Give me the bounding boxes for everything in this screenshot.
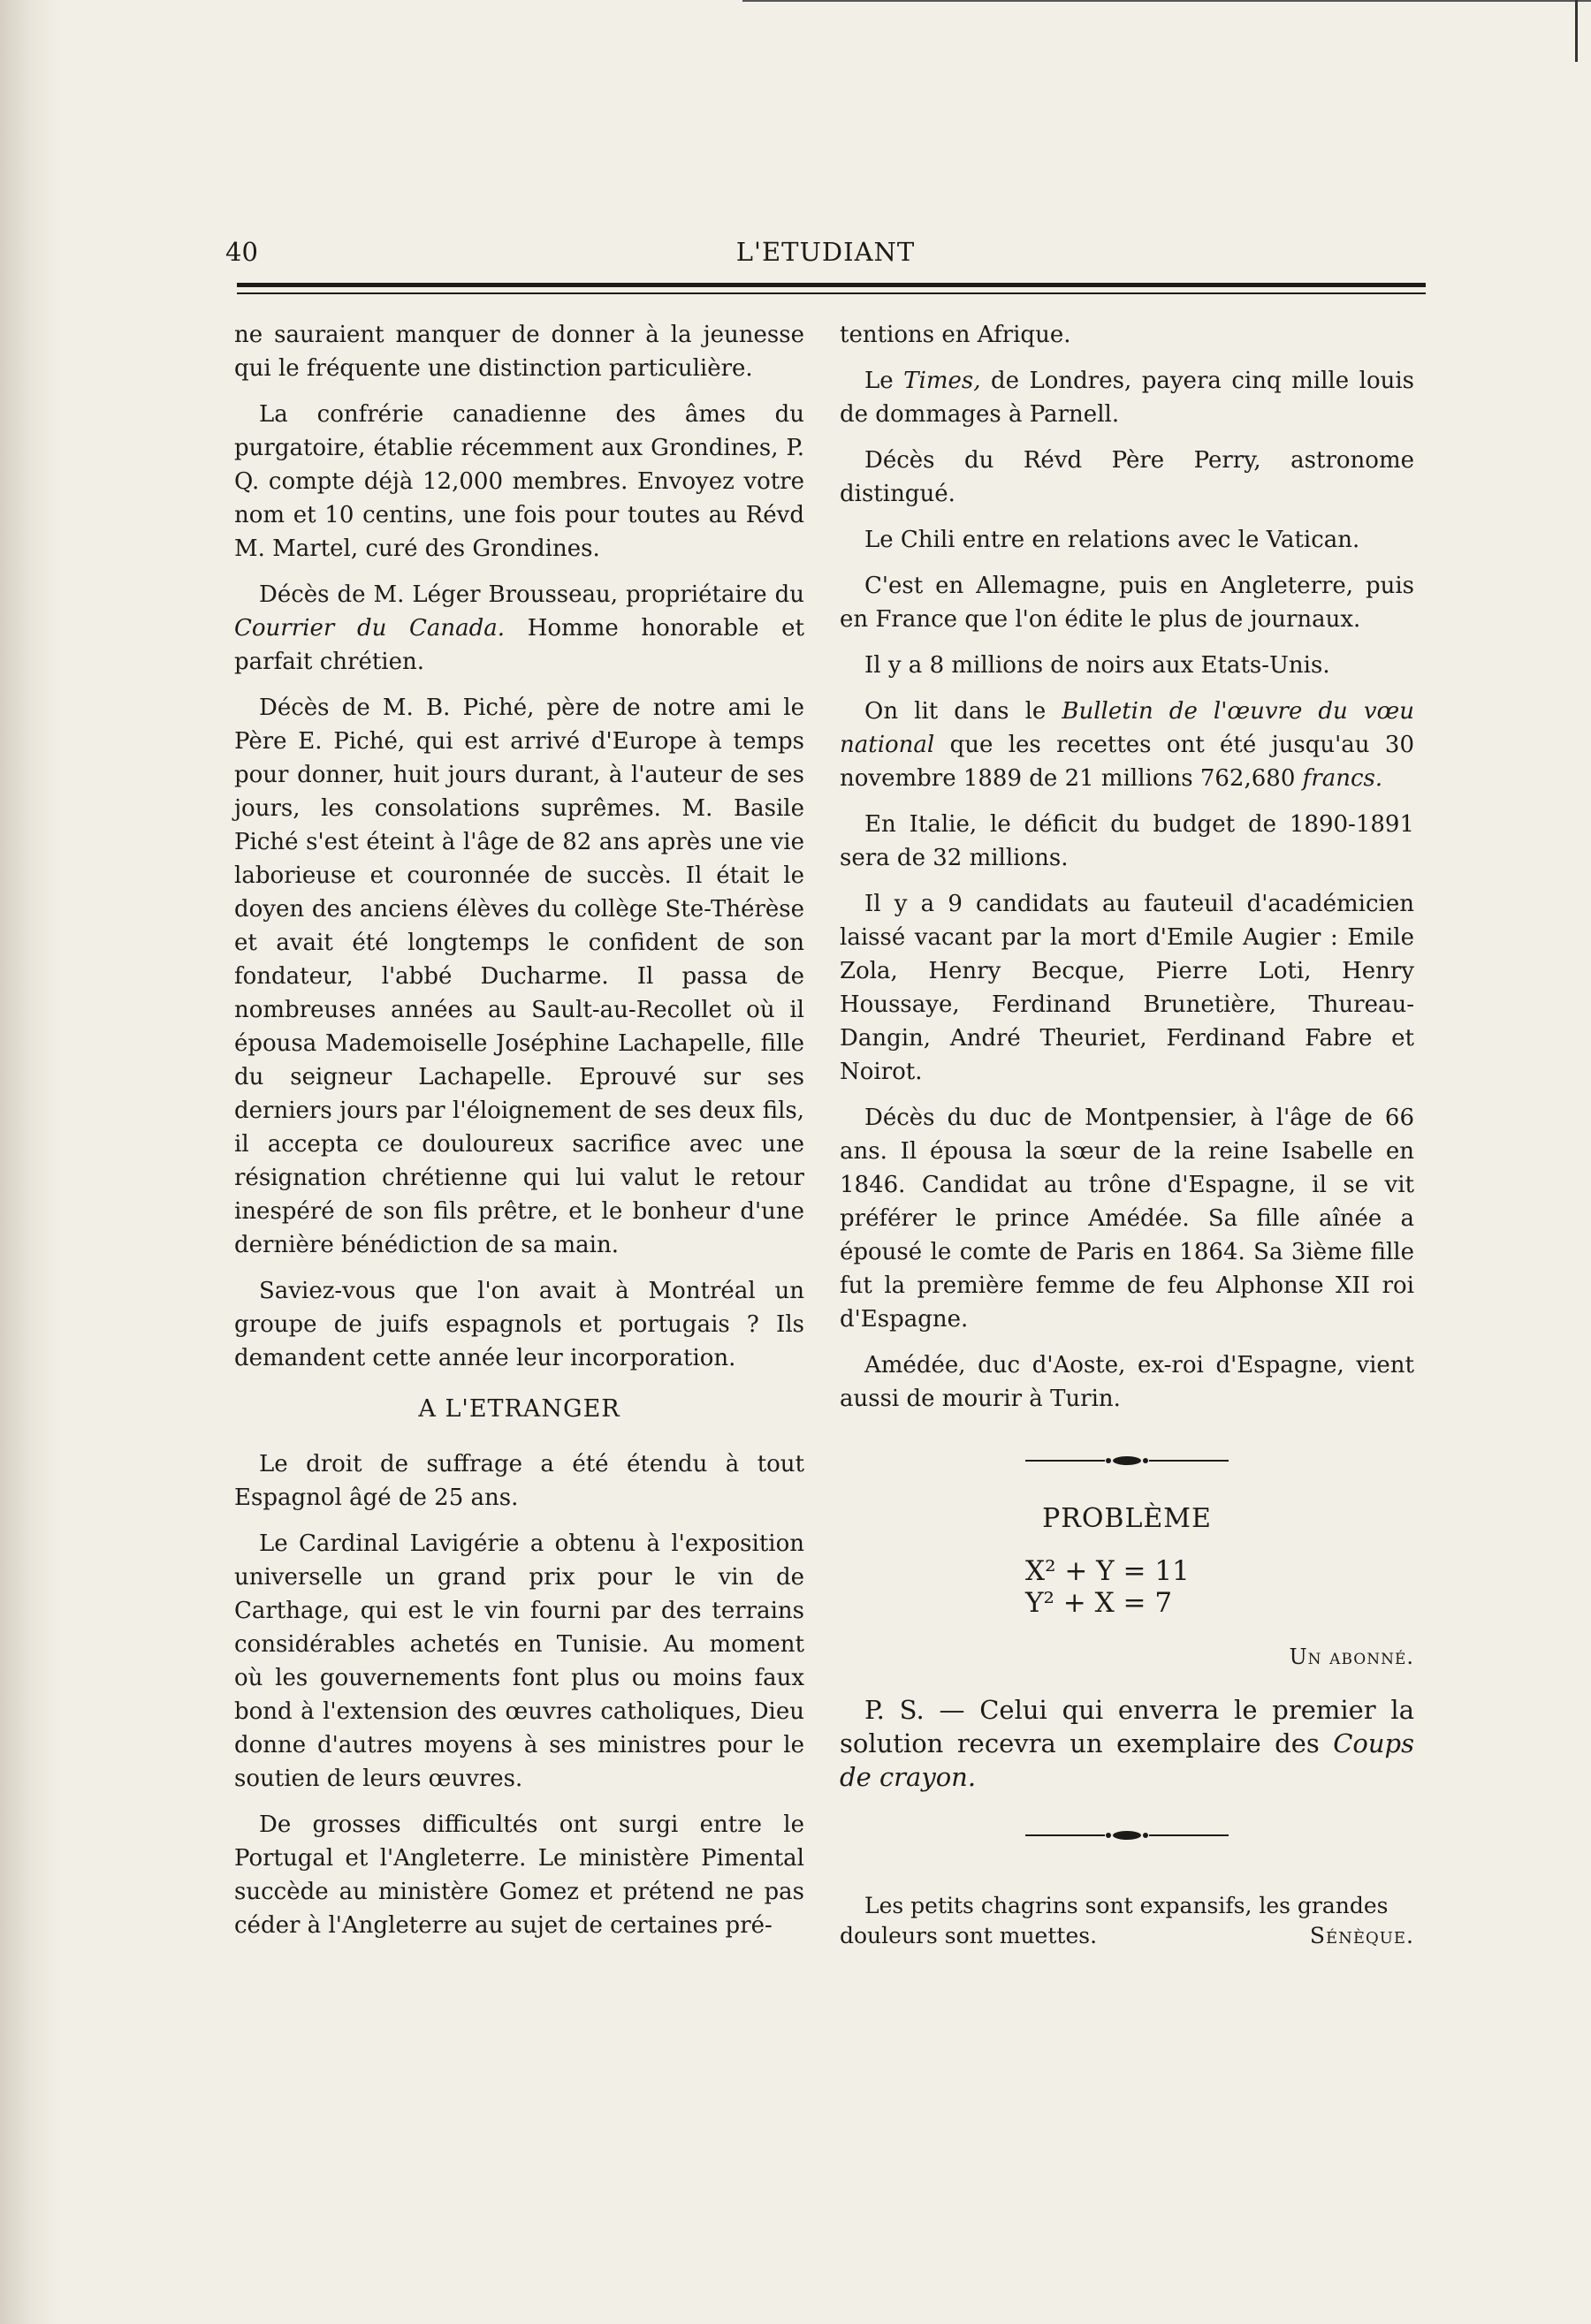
- ornament-divider-icon: [1025, 1454, 1229, 1467]
- equation-2: Y² + X = 7: [1025, 1587, 1173, 1619]
- paragraph: De grosses difficultés ont surgi entre le Portugal et l'Angleterre. Le ministère Pimental succède au ministère Gomez et prétend ne pas céder à l'Angleterre au sujet de certaines pré-: [234, 1811, 804, 1939]
- paragraph: Décès de M. B. Piché, père de notre ami le Père E. Piché, qui est arrivé d'Europe à temps pour donner, huit jours durant, à l'auteur de ses jours, les consolations suprêmes. M. Basile Piché s'est éteint à l'âge de 82 ans après une vie laborieuse et couronnée de succès. Il était le doyen des anciens élèves du collège Ste-Thérèse et avait été longtemps le confident de son fondateur, l'abbé Ducharme. Il passa de nombreuses années au Sault-au-Recollet où il épousa Mademoiselle Joséphine Lachapelle, fille du seigneur Lachapelle. Eprouvé sur ses derniers jours par l'éloignement de ses deux fils, il accepta ce douloureux sacrifice avec une résignation chrétienne qui lui valut le retour inespéré de son fils prêtre, et le bonheur d'une dernière bénédiction de sa main.: [234, 695, 804, 1258]
- paragraph: Le Chili entre en relations avec le Vatican.: [864, 527, 1360, 553]
- right-column: [840, 318, 1414, 1963]
- page-top-edge: [742, 0, 1591, 2]
- paragraph: C'est en Allemagne, puis en Angleterre, puis en France que l'on édite le plus de journaux.: [840, 573, 1414, 633]
- journal-title: L'ETUDIANT: [735, 237, 916, 267]
- text-run: que les recettes ont été jusqu'au 30 novembre 1889 de 21 millions 762,680: [840, 732, 1414, 792]
- publication-name: Bulletin de l'œuvre du vœu national: [840, 698, 1414, 758]
- page-right-edge: [1575, 0, 1578, 62]
- paragraph: Saviez-vous que l'on avait à Montréal un groupe de juifs espagnols et portugais ? Ils demandent cette année leur incorporation.: [234, 1278, 804, 1371]
- newspaper-name: Courrier du Canada.: [234, 615, 506, 642]
- paragraph: Décès du Révd Père Perry, astronome distingué.: [840, 447, 1414, 507]
- paragraph: Amédée, duc d'Aoste, ex-roi d'Espagne, vient aussi de mourir à Turin.: [840, 1352, 1414, 1412]
- left-column: [234, 318, 804, 1955]
- quote-text: Les petits chagrins sont expansifs, les grandes douleurs sont muettes.: [840, 1893, 1389, 1948]
- closing-quote: [840, 1891, 1414, 1951]
- text-run: Le: [864, 368, 904, 394]
- text-run: de Londres, payera cinq mille louis de dommages à Parnell.: [840, 368, 1414, 428]
- ornament-divider-icon: [1025, 1829, 1229, 1842]
- paragraph: La confrérie canadienne des âmes du purgatoire, établie récemment aux Grondines, P. Q. compte déjà 12,000 membres. Envoyez votre nom et 10 centins, une fois pour toutes au Révd M. Martel, curé des Grondines.: [234, 401, 804, 562]
- paragraph: Il y a 9 candidats au fauteuil d'académicien laissé vacant par la mort d'Emile Augier : Emile Zola, Henry Becque, Pierre Loti, Henry Houssaye, Ferdinand Brunetière, Thureau-Dangin, André Theuriet, Ferdinand Fabre et Noirot.: [840, 891, 1414, 1085]
- section-heading: A L'ETRANGER: [418, 1395, 620, 1423]
- page-header: [225, 237, 1426, 272]
- paragraph: [840, 695, 1414, 795]
- newspaper-name: Times,: [903, 368, 981, 394]
- paragraph: En Italie, le déficit du budget de 1890-1891 sera de 32 millions.: [840, 811, 1414, 871]
- paragraph: [234, 578, 804, 679]
- postscript: [840, 1693, 1414, 1794]
- paragraph: Il y a 8 millions de noirs aux Etats-Unis.: [864, 652, 1330, 679]
- page-edge-shadow: [0, 0, 62, 2324]
- header-rule-thin: [237, 292, 1426, 294]
- text-run: Homme honorable et parfait chrétien.: [234, 615, 804, 675]
- text-run: P. S. — Celui qui enverra le premier la solution recevra un exemplaire des: [840, 1695, 1414, 1758]
- equation-1: X² + Y = 11: [1025, 1555, 1190, 1587]
- paragraph: tentions en Afrique.: [840, 322, 1071, 348]
- book-title: Coups de crayon.: [840, 1728, 1414, 1792]
- page-number: 40: [225, 237, 258, 267]
- text-run: Décès de M. Léger Brousseau, propriétaire du: [259, 581, 804, 608]
- paragraph: Le Cardinal Lavigérie a obtenu à l'exposition universelle un grand prix pour le vin de Carthage, qui est le vin fourni par des terrains considérables achetés en Tunisie. Au moment où les gouvernements font plus ou moins faux bond à l'extension des œuvres catholiques, Dieu donne d'autres moyens à ses ministres pour le soutien de leurs œuvres.: [234, 1530, 804, 1792]
- problem-title: PROBLÈME: [1042, 1503, 1212, 1534]
- header-rule-thick: [237, 283, 1426, 287]
- paragraph: Décès du duc de Montpensier, à l'âge de 66 ans. Il épousa la sœur de la reine Isabelle en 1846. Candidat au trône d'Espagne, il se vit préférer le prince Amédée. Sa fille aînée a épousé le comte de Paris en 1864. Sa 3ième fille fut la première femme de feu Alphonse XII roi d'Espagne.: [840, 1105, 1414, 1333]
- quote-author: Sénèque.: [1309, 1923, 1414, 1948]
- paragraph: Le droit de suffrage a été étendu à tout Espagnol âgé de 25 ans.: [234, 1451, 804, 1511]
- paragraph: ne sauraient manquer de donner à la jeunesse qui le fréquente une distinction particulière.: [234, 322, 804, 382]
- text-run: On lit dans le: [864, 698, 1062, 725]
- paragraph: [840, 364, 1414, 431]
- problem-signature: Un abonné.: [1289, 1644, 1414, 1669]
- currency-word: francs.: [1302, 765, 1383, 792]
